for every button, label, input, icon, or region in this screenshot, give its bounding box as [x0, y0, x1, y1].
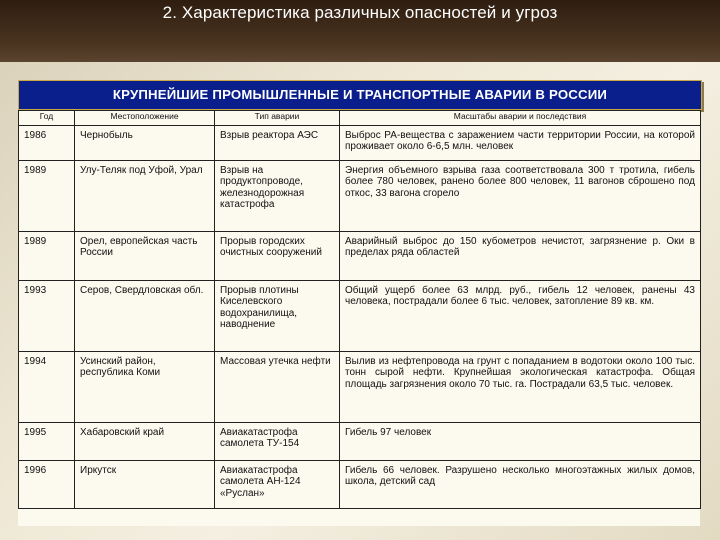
- cell-location: Орел, европейская часть России: [75, 232, 215, 281]
- cell-year: 1994: [19, 352, 75, 423]
- table-row: [19, 423, 701, 461]
- slide-title: 2. Характеристика различных опасностей и угроз: [162, 3, 558, 22]
- accidents-table-container: [18, 110, 700, 526]
- table-row: [19, 461, 701, 509]
- header-year: Год: [19, 111, 75, 126]
- cell-type: Массовая утечка нефти: [215, 352, 340, 423]
- cell-type: Взрыв реактора АЭС: [215, 126, 340, 161]
- cell-year: 1996: [19, 461, 75, 509]
- table-row: [19, 126, 701, 161]
- cell-type: Взрыв на продуктопроводе, железнодорожная катастрофа: [215, 161, 340, 232]
- cell-impact: Выброс РА-вещества с заражением части территории России, на которой проживает около 6-6,5 млн. человек: [340, 126, 701, 161]
- table-row: [19, 232, 701, 281]
- cell-type: Прорыв городских очистных сооружений: [215, 232, 340, 281]
- cell-year: 1989: [19, 232, 75, 281]
- cell-impact: Вылив из нефтепровода на грунт с попаданием в водотоки около 100 тыс. тонн сырой нефти. Крупнейшая экологическая катастрофа. Общая площадь загрязнения около 70 тыс. га. Пострадали 63,5 тыс. человек.: [340, 352, 701, 423]
- cell-year: 1993: [19, 281, 75, 352]
- banner-text: КРУПНЕЙШИЕ ПРОМЫШЛЕННЫЕ И ТРАНСПОРТНЫЕ АВАРИИ В РОССИИ: [112, 87, 608, 102]
- cell-year: 1995: [19, 423, 75, 461]
- cell-impact: Гибель 66 человек. Разрушено несколько многоэтажных жилых домов, школа, детский сад: [340, 461, 701, 509]
- header-type: Тип аварии: [215, 111, 340, 126]
- table-header-row: [19, 111, 701, 126]
- cell-location: Улу-Теляк под Уфой, Урал: [75, 161, 215, 232]
- cell-location: Хабаровский край: [75, 423, 215, 461]
- cell-impact: Общий ущерб более 63 млрд. руб., гибель 12 человек, ранены 43 человека, пострадали более 6 тыс. человек, затопление 89 кв. км.: [340, 281, 701, 352]
- cell-location: Чернобыль: [75, 126, 215, 161]
- cell-type: Авиакатастрофа самолета ТУ-154: [215, 423, 340, 461]
- cell-year: 1986: [19, 126, 75, 161]
- title-bar: [0, 0, 720, 62]
- accidents-table: [18, 110, 701, 509]
- cell-type: Прорыв плотины Киселевского водохранилища, наводнение: [215, 281, 340, 352]
- cell-location: Серов, Свердловская обл.: [75, 281, 215, 352]
- cell-impact: Энергия объемного взрыва газа соответствовала 300 т тротила, гибель более 780 человек, ранено более 800 человек, 11 вагонов сброшено под откос, 33 вагона сгорело: [340, 161, 701, 232]
- cell-location: Иркутск: [75, 461, 215, 509]
- cell-location: Усинский район, республика Коми: [75, 352, 215, 423]
- cell-type: Авиакатастрофа самолета АН-124 «Руслан»: [215, 461, 340, 509]
- header-impact: Масштабы аварии и последствия: [340, 111, 701, 126]
- cell-impact: Гибель 97 человек: [340, 423, 701, 461]
- cell-impact: Аварийный выброс до 150 кубометров нечистот, загрязнение р. Оки в пределах ряда областей: [340, 232, 701, 281]
- table-row: [19, 281, 701, 352]
- header-location: Местоположение: [75, 111, 215, 126]
- table-row: [19, 161, 701, 232]
- cell-year: 1989: [19, 161, 75, 232]
- table-banner: [18, 80, 702, 110]
- table-row: [19, 352, 701, 423]
